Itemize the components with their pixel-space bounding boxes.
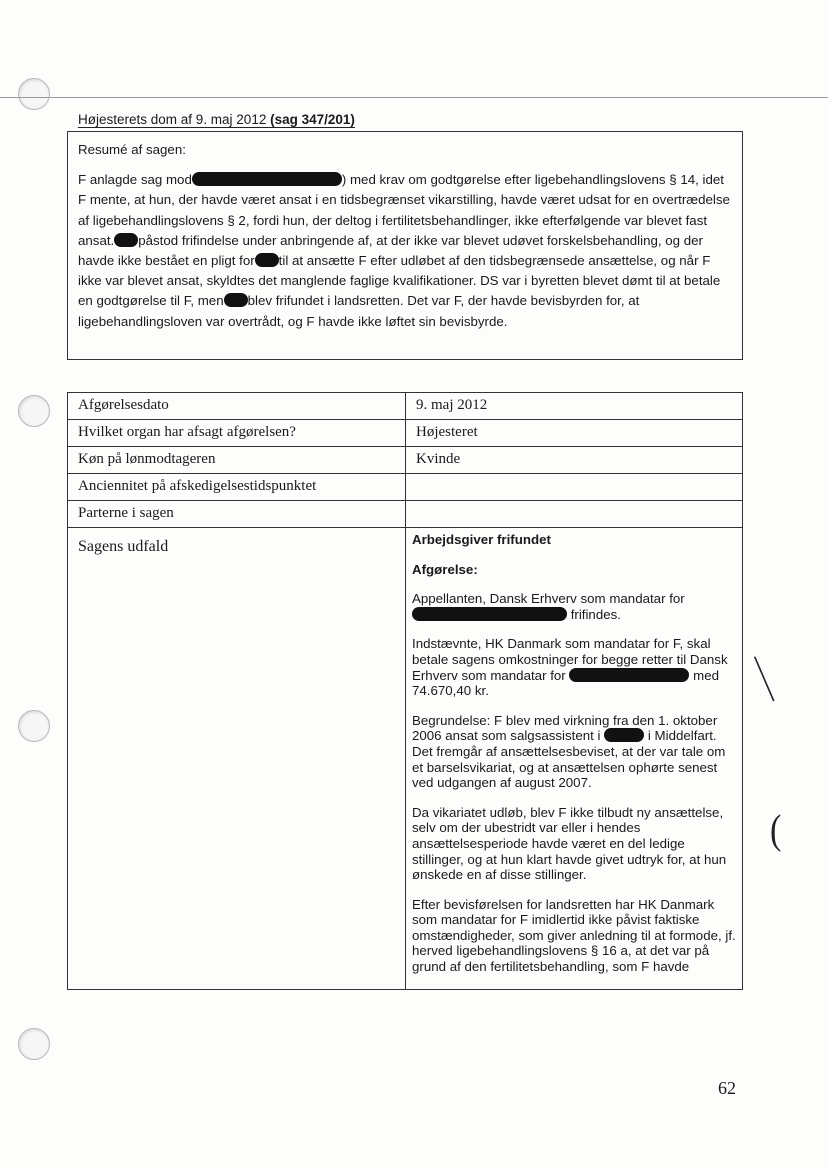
reasoning-paragraph: Begrundelse: F blev med virkning fra den 1. oktober 2006 ansat som salgsassistent i i Middelfart. Det fremgår af ansættelsesbeviset, at der var tale om et barselsvikariat, og at ansættelsen ophørte senest ved udgangen af august 2007.	[412, 712, 726, 791]
redaction	[412, 607, 567, 621]
row-value: 9. maj 2012	[406, 393, 743, 420]
table-row	[68, 393, 743, 420]
table-row	[68, 528, 743, 990]
redaction	[114, 233, 138, 247]
resume-box	[67, 131, 743, 360]
page-number: 62	[718, 1078, 736, 1098]
table-row	[68, 501, 743, 528]
verdict: Arbejdsgiver frifundet	[412, 532, 551, 547]
vacancy-paragraph: Da vikariatet udløb, blev F ikke tilbudt ny ansættelse, selv om der ubestridt var eller i hendes ansættelsesperiode havde været en del ledige stillinger, og at hun klart havde givet udtryk for, at hun ønskede en af disse stillinger.	[412, 804, 727, 883]
row-value	[406, 501, 743, 528]
redaction	[604, 728, 644, 742]
redaction	[224, 293, 248, 307]
row-value: Højesteret	[406, 420, 743, 447]
document-title	[78, 112, 355, 128]
row-value	[406, 474, 743, 501]
resume-text: F anlagde sag mod ) med krav om godtgørelse efter ligebehandlingslovens § 14, idet F mente, at hun, der havde været ansat i en tidsbegrænset vikarstilling, havde været udsat for en overtrædelse af ligebehandlingslovens § 2, fordi hun, der deltog i fertilitetsbehandlinger, ikke efterfølgende var blevet fast ansat. påstod frifindelse under anbringende af, at der ikke var blevet udøvet forskelsbehandling, og der havde ikke bestået en pligt for til at ansætte F efter udløbet af den tidsbegrænsede ansættelse, og når F ikke var blevet ansat, skyldtes det manglende faglige kvalifikationer. DS var i byretten blevet dømt til at betale en godtgørelse til F, men blev frifundet i landsretten. Det var F, der havde bevisbyrden for, at ligebehandlingsloven var overtrådt, og F havde ikke løftet sin bevisbyrde.	[78, 172, 730, 329]
evidence-paragraph: Efter bevisførelsen for landsretten har HK Danmark som mandatar for F imidlertid ikke påvist faktiske omstændigheder, som giver anledning til at formode, jf. herved ligebehandlingslovens § 16 a, at det var på grund af den fertilitetsbehandling, som F havde	[412, 896, 736, 975]
row-label: Afgørelsesdato	[68, 393, 406, 420]
pen-mark: (	[770, 808, 782, 853]
resume-heading: Resumé af sagen:	[78, 142, 186, 157]
pen-mark: \	[750, 641, 779, 719]
redaction	[255, 253, 279, 267]
row-label: Parterne i sagen	[68, 501, 406, 528]
redaction	[569, 668, 689, 682]
outcome-content	[406, 528, 743, 990]
row-label: Køn på lønmodtageren	[68, 447, 406, 474]
binder-hole	[18, 78, 50, 110]
redaction	[192, 172, 342, 186]
title-prefix: Højesterets dom af 9. maj 2012	[78, 112, 271, 127]
case-number: (sag 347/201)	[270, 112, 355, 127]
row-label: Hvilket organ har afsagt afgørelsen?	[68, 420, 406, 447]
header-rule	[0, 97, 828, 98]
decision-heading: Afgørelse:	[412, 561, 478, 577]
table-row	[68, 474, 743, 501]
binder-hole	[18, 710, 50, 742]
outcome-label: Sagens udfald	[68, 528, 406, 990]
costs-paragraph: Indstævnte, HK Danmark som mandatar for F, skal betale sagens omkostninger for begge retter til Dansk Erhverv som mandatar for med 74.670,40 kr.	[412, 636, 728, 699]
binder-hole	[18, 1028, 50, 1060]
decision-paragraph: Appellanten, Dansk Erhverv som mandatar for frifindes.	[412, 591, 685, 622]
table-row	[68, 420, 743, 447]
case-info-table	[67, 392, 743, 990]
row-value: Kvinde	[406, 447, 743, 474]
binder-hole	[18, 395, 50, 427]
row-label: Anciennitet på afskedigelsestidspunktet	[68, 474, 406, 501]
table-row	[68, 447, 743, 474]
